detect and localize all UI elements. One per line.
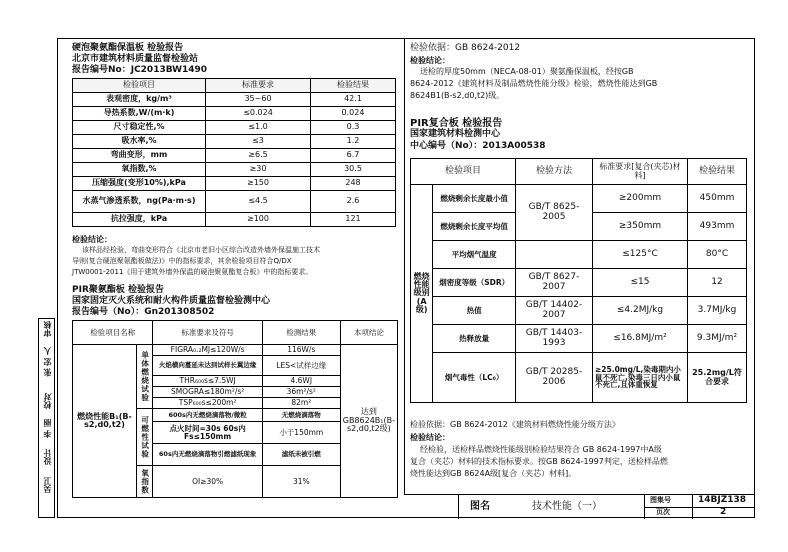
- table-row: 燃烧性能B₁(B-s2,d0,t2) 单体燃烧试验 FIGRA₀.₂MJ≤120W/s 116W/s 达到GB8624B₁(B-s2,d0,t2级): [73, 345, 398, 356]
- atlas-number: 14BJZ138: [698, 495, 747, 505]
- report2-main-item: 燃烧性能B₁(B-s2,d0,t2): [73, 345, 137, 498]
- page-label: 页次: [656, 508, 670, 516]
- table-row: 点火时间=30s 60s内Fs≤150mm 小于150mm: [73, 422, 398, 444]
- signature-strip: [38, 318, 55, 518]
- report1-header: 检验项目: [73, 79, 206, 93]
- report2-header: 检测结果: [262, 321, 340, 345]
- right-conclusion2-label: 检验结论：: [410, 433, 450, 442]
- table-row: 抗拉强度，kPa ≥100 121: [73, 213, 396, 227]
- table-row: 火焰横向蔓延未达到试样长翼边缘 LES<试样边缘: [73, 356, 398, 376]
- signature-label: 吴卫: [43, 477, 52, 493]
- right-conclusion2-line: 经检验，送检样品燃烧性能级别检验结果符合 GB 8624-1997中A级: [420, 445, 662, 454]
- page-number: 2: [720, 507, 727, 517]
- right-conclusion-label: 检验结论：: [410, 56, 450, 65]
- report2-number: 报告编号（No）：Gn201308502: [72, 307, 215, 317]
- report1-conclusion-label: 检验结论：: [72, 235, 112, 244]
- report2-group: 可燃性试验: [137, 409, 153, 466]
- report1-conclusion-line: 该样品经检验，弯曲变形符合《北京市老旧小区综合改造外墙外保温施工技术: [82, 246, 320, 254]
- report3-header: 检验方法: [516, 159, 593, 185]
- right-conclusion-line: 送检的厚度50mm（NECA-08-01）聚氨酯保温板，经按GB: [420, 67, 634, 76]
- report1-title: 硬泡聚氨酯保温板 检验报告: [72, 43, 184, 53]
- table-row: 吸水率,% ≤3 1.2: [73, 135, 396, 149]
- signature-label: 设计: [43, 449, 52, 465]
- drawing-name-label: 图名: [470, 501, 490, 512]
- report1-org: 北京市建筑材料质量监督检验站: [72, 54, 199, 64]
- table-row: 尺寸稳定性,% ≤1.0 0.3: [73, 121, 396, 135]
- right-conclusion-line: 8624B1(B-s2,d0,t2)级。: [410, 91, 505, 100]
- table-row: 烟气毒性（LC₀） GB/T 20285-2006 ≥25.0mg/L,染毒期内小鼠不死亡,染毒三日内小鼠不死亡,且体重恢复 25.2mg/L符合要求: [411, 353, 747, 403]
- table-row: THR₆₀₀s≤7.5WJ 4.6WJ: [73, 376, 398, 387]
- report1-conclusion-line: JTW0001-2011《用于建筑外墙外保温的硬泡聚氨酯复合板》中的指标要求。: [72, 268, 313, 276]
- report2-table: [72, 320, 398, 498]
- signature-label: 审核: [43, 321, 52, 337]
- column-divider: [404, 38, 405, 494]
- report2-header: 检验项目名称: [73, 321, 153, 345]
- drawing-name: 技术性能（一）: [532, 501, 602, 512]
- table-row: 可燃性试验 600s内无燃烧滴落物/微粒 无燃烧滴落物: [73, 409, 398, 422]
- table-row: 60s内无燃烧滴落物引燃滤纸现象 滤纸未被引燃: [73, 444, 398, 466]
- table-row: 燃烧剩余长度平均值 ≥350mm 493mm: [411, 213, 747, 241]
- report3-org: 国家建筑材料检测中心: [410, 129, 501, 139]
- basis-1: 检验依据：GB 8624-2012: [410, 43, 521, 53]
- report2-title: PIR聚氨酯板 检验报告: [72, 285, 165, 295]
- signature-label: 张 宏 人: [43, 347, 52, 377]
- report3-header: 检验结果: [688, 159, 747, 185]
- report3-table: [410, 158, 747, 403]
- signature-label: 李 丽: [43, 419, 52, 438]
- report2-header: 标准要求及符号: [153, 321, 262, 345]
- report2-group: 氧指数: [137, 466, 153, 498]
- table-row: 氧指数,% ≥30 30.5: [73, 163, 396, 177]
- title-block: [404, 494, 755, 519]
- report2-group: 单体燃烧试验: [137, 345, 153, 409]
- table-row: 燃烧性能级别(A级) 燃烧剩余长度最小值 GB/T 8625-2005 ≥200mm 450mm: [411, 185, 747, 213]
- table-row: 水蒸气渗透系数，ng(Pa·m·s) ≤4.5 2.6: [73, 191, 396, 213]
- report3-number: 中心编号（No）：2013A00538: [410, 141, 546, 151]
- right-conclusion2-line: 复合（夹芯）材料的技术指标要求。按GB 8624-1997判定，送检样品燃: [410, 457, 668, 466]
- report1-table: [72, 78, 396, 227]
- atlas-label: 图集号: [650, 496, 671, 504]
- report2-header: 本项结论: [340, 321, 397, 345]
- table-row: 弯曲变形，mm ≥6.5 6.7: [73, 149, 396, 163]
- table-row: 热值 GB/T 14402-2007 ≤4.2MJ/kg 3.7MJ/kg: [411, 297, 747, 325]
- table-row: SMOGRA≤180m²/s² 36m²/s²: [73, 387, 398, 398]
- report3-group: 燃烧性能级别(A级): [411, 185, 433, 403]
- table-row: 表观密度，kg/m³ 35~60 42.1: [73, 93, 396, 107]
- report1-number: 报告编号No：JC2013BW1490: [72, 65, 208, 75]
- table-row: 烟密度等级（SDR） GB/T 8627-2007 ≤15 12: [411, 269, 747, 297]
- table-row: 导热系数,W/(m·k) ≤0.024 0.024: [73, 107, 396, 121]
- table-row: 压缩强度(变形10%),kPa ≥150 248: [73, 177, 396, 191]
- report2-org: 国家固定灭火系统和耐火构件质量监督检验测中心: [72, 296, 271, 306]
- table-row: TSP₆₀₀s≤200m² 82m²: [73, 398, 398, 409]
- report2-verdict: 达到GB8624B₁(B-s2,d0,t2级): [340, 345, 397, 498]
- report3-title: PIR复合板 检验报告: [410, 118, 503, 129]
- table-row: 热释放量 GB/T 14403-1993 ≤16.8MJ/m² 9.3MJ/m²: [411, 325, 747, 353]
- report1-header: 检验结果: [311, 79, 396, 93]
- table-row: 平均烟气温度 ≤125°C 80°C: [411, 241, 747, 269]
- right-conclusion-line: 8624-2012《建筑材料及制品燃烧性能分级》检验，燃烧性能达到GB: [410, 79, 658, 88]
- report1-header: 标准要求: [206, 79, 311, 93]
- right-conclusion2-line: 烧性能达到GB 8624A级[复合（夹芯）材料]。: [410, 469, 577, 478]
- report3-header: 标准要求[复合(夹芯)材料]: [593, 159, 688, 185]
- report3-header: 检验项目: [411, 159, 516, 185]
- table-row: 氧指数 OI≥30% 31%: [73, 466, 398, 498]
- basis-2: 检验依据：GB 8624-2012《建筑材料燃烧性能分级方法》: [410, 420, 620, 429]
- signature-label: 校对: [43, 393, 52, 409]
- report1-conclusion-line: 导则(复合硬泡聚氨酯板做法)》中的指标要求，其余检验项目符合Q/DX: [72, 257, 292, 265]
